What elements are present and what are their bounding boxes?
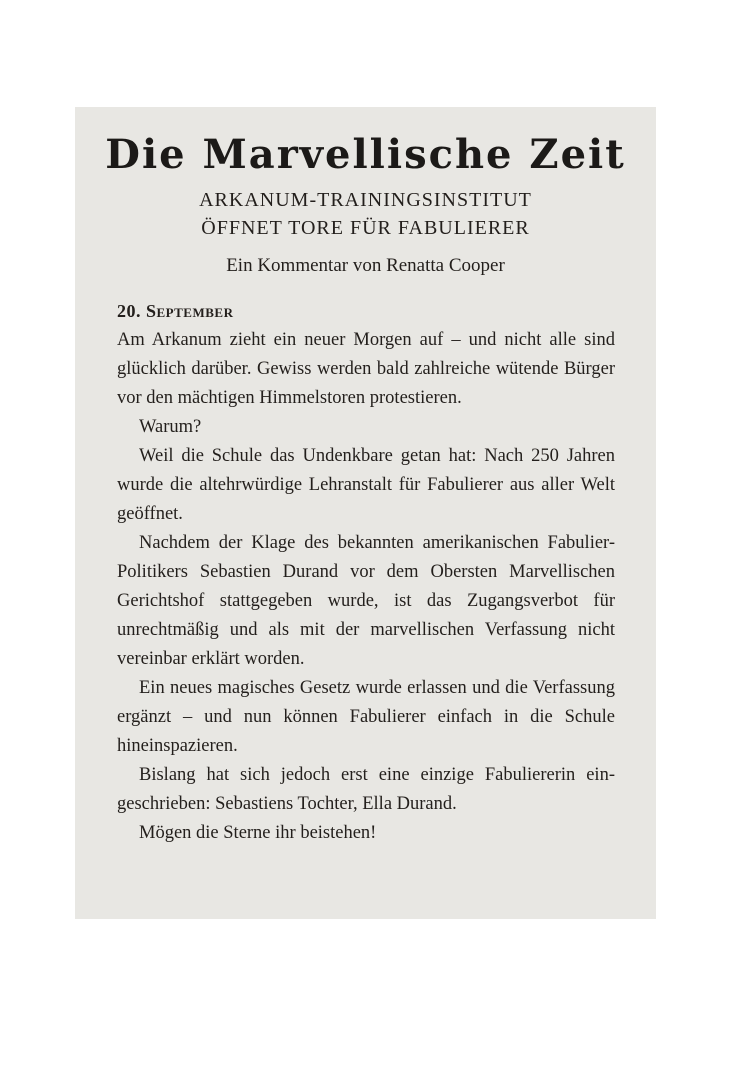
paragraph: Am Arkanum zieht ein neuer Morgen auf – und nicht alle sind glücklich darüber. Gewiss werden bald zahlreiche wütende Bürger vor den mächtigen Himmelstoren protestieren. xyxy=(117,330,615,408)
article-panel xyxy=(75,107,656,919)
headline-line-2: ÖFFNET TORE FÜR FABULIERER xyxy=(201,217,530,239)
paragraph: Ein neues magisches Gesetz wurde erlassen und die Verfassung ergänzt – und nun können Fabulierer einfach in die Schule hineinspazieren. xyxy=(117,678,615,756)
byline: Ein Kommentar von Renatta Cooper xyxy=(226,255,505,276)
paragraph: Weil die Schule das Undenkbare getan hat: Nach 250 Jahren wurde die altehrwürdige Lehranstalt für Fabulierer aus aller Welt geöffnet. xyxy=(117,446,615,524)
headline-line-1: ARKANUM-TRAININGSINSTITUT xyxy=(199,189,532,211)
paragraph: Warum? xyxy=(139,417,202,437)
paragraph: Bislang hat sich jedoch erst eine einzige Fabuliererin eingeschrieben: Sebastiens Tochter, Ella Durand. xyxy=(117,765,615,814)
paragraph: Mögen die Sterne ihr beistehen! xyxy=(139,823,377,843)
article-body xyxy=(117,297,615,848)
paragraph: Nachdem der Klage des bekannten amerikanischen Fabulier-Politikers Sebastien Durand vor dem Obersten Marvellischen Gerichtshof stattgegeben wurde, ist das Zugangsverbot für unrechtmäßig und als mit der marvellischen Verfassung nicht vereinbar erklärt worden. xyxy=(117,533,615,669)
article-date: 20. September xyxy=(117,301,234,321)
newspaper-masthead: Die Marvellische Zeit xyxy=(105,131,626,178)
